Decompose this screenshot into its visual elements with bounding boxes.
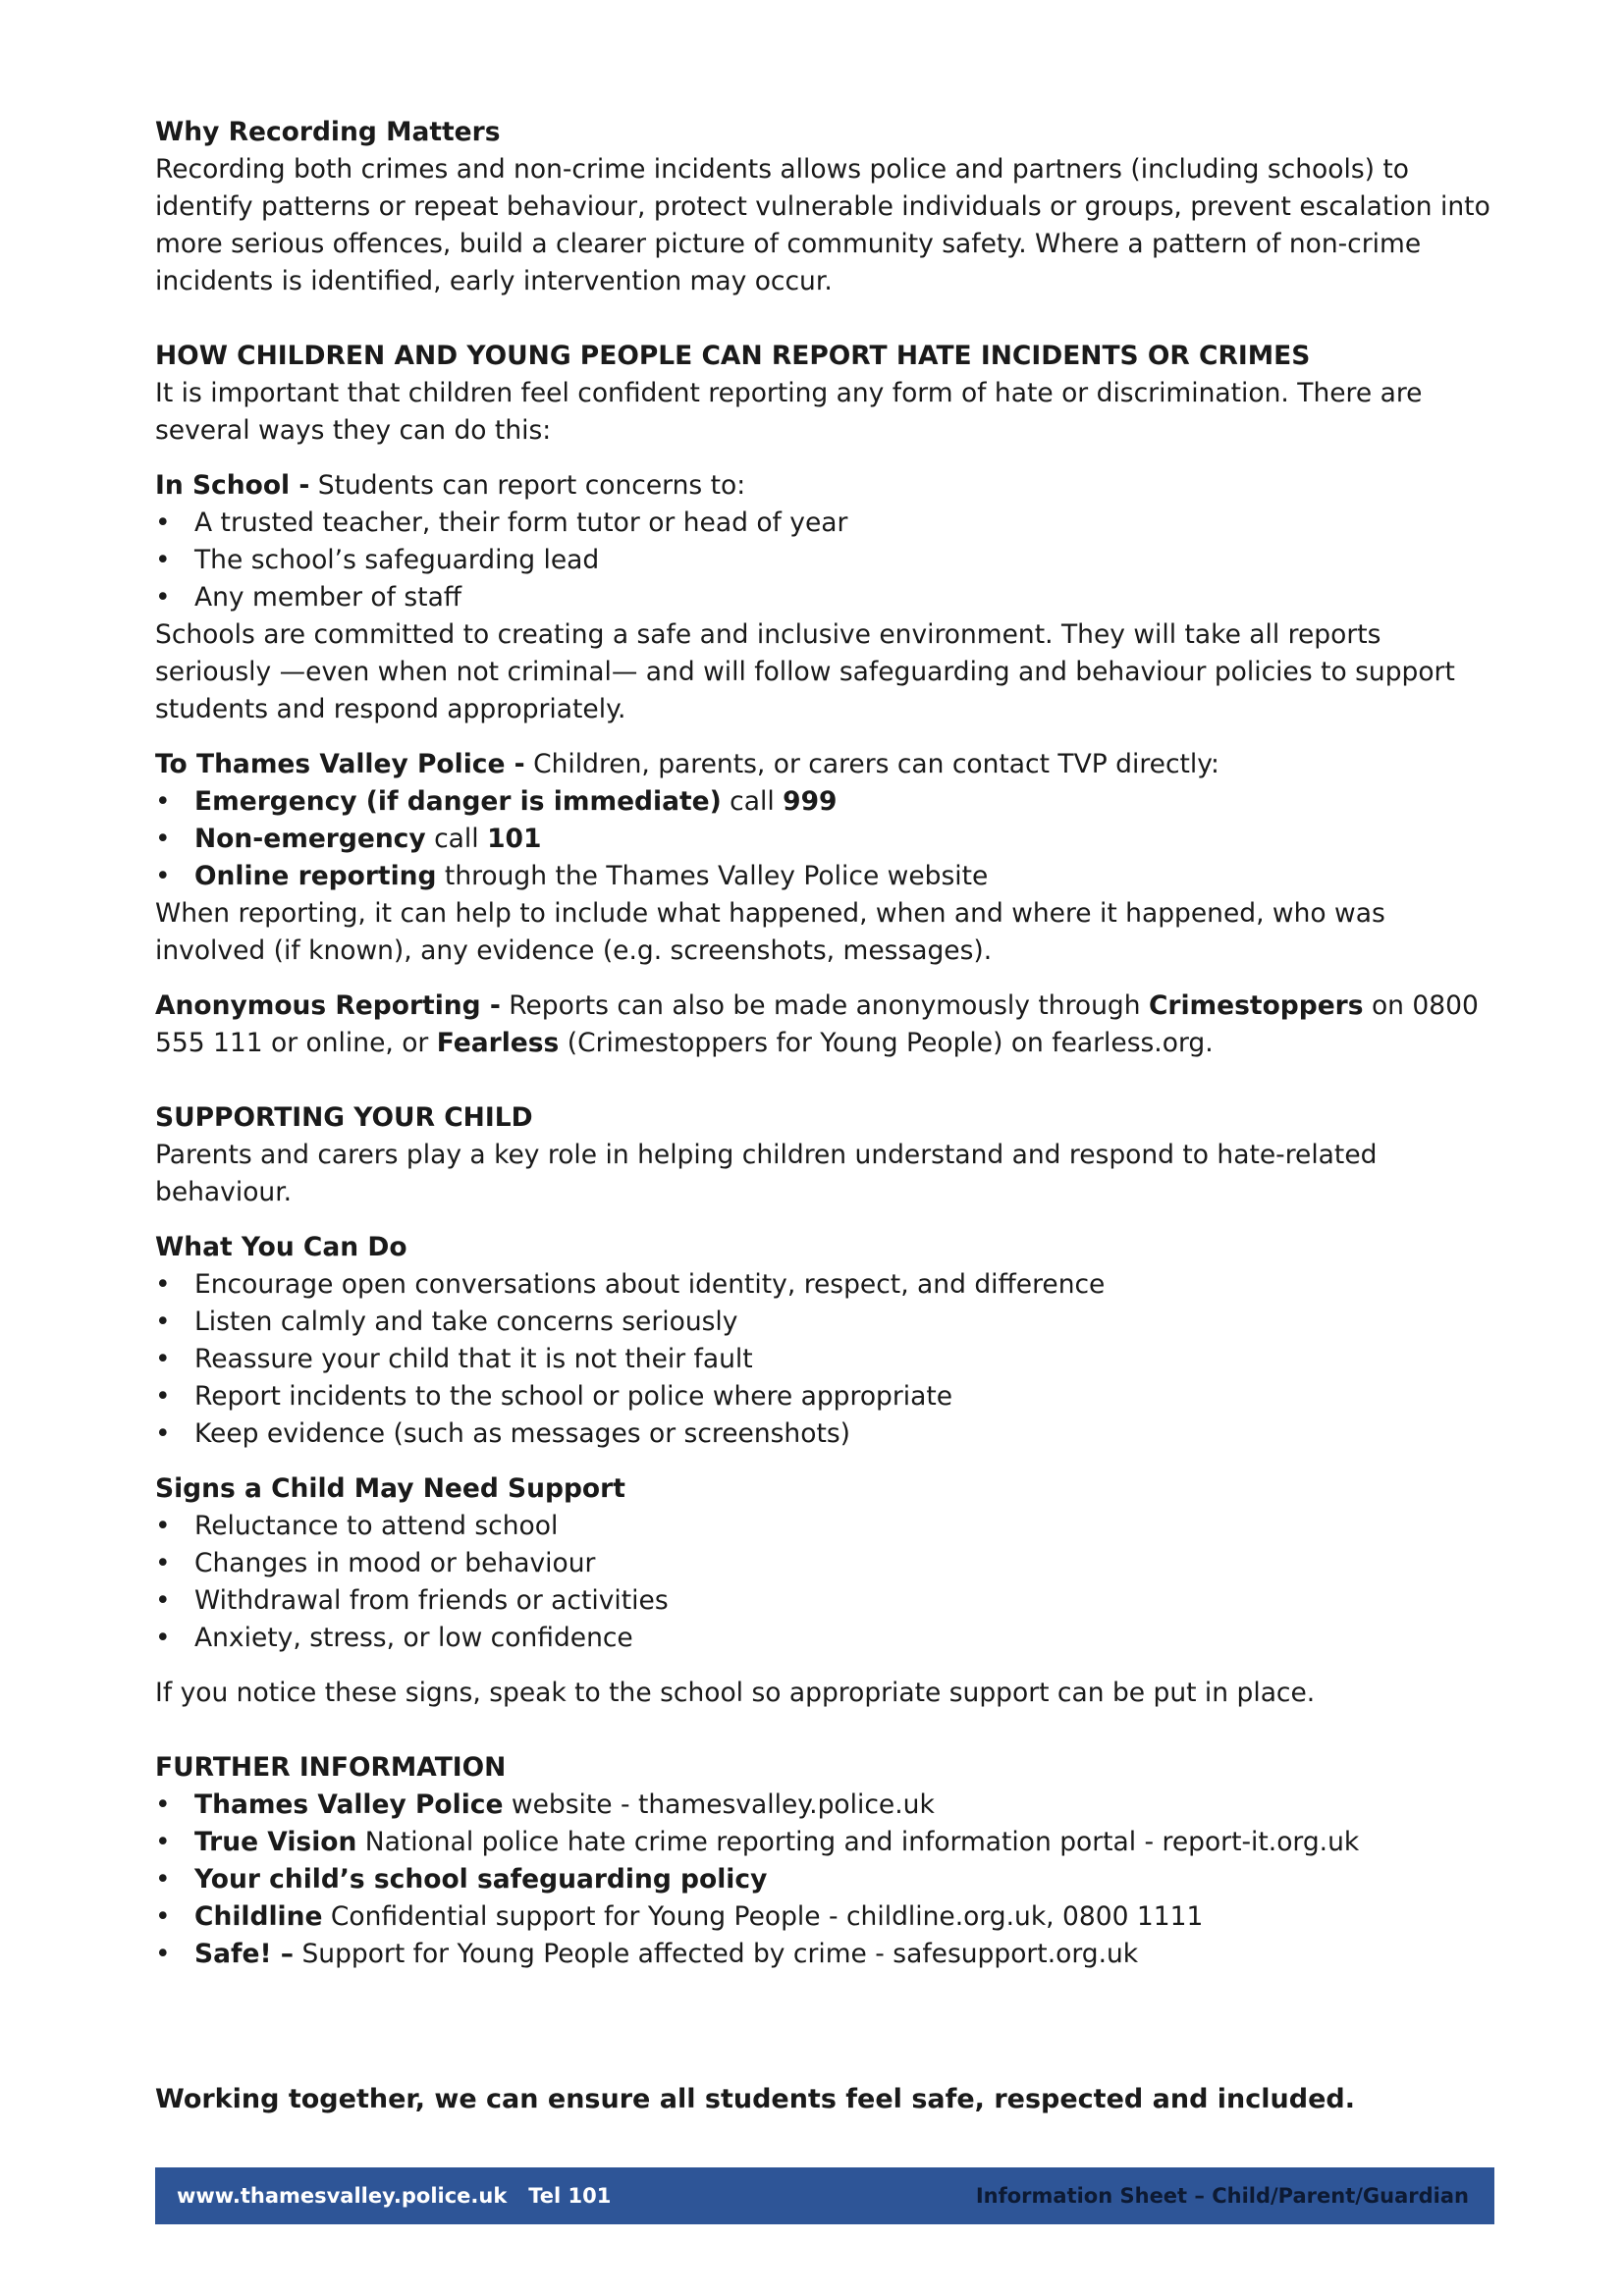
- in-school-label: In School -: [155, 470, 310, 501]
- anonymous-paragraph: [155, 988, 1490, 1062]
- tvp-text: Children, parents, or carers can contact TVP directly:: [524, 749, 1219, 779]
- further-info-list: [155, 1787, 1490, 1973]
- resource-name: Childline: [194, 1901, 323, 1932]
- online-text: through the Thames Valley Police website: [436, 861, 989, 891]
- closing-statement: Working together, we can ensure all students feel safe, respected and included.: [155, 2084, 1355, 2114]
- list-item: [155, 1936, 1490, 1973]
- list-item: [155, 1861, 1490, 1898]
- what-you-can-do-list: [155, 1266, 1490, 1453]
- non-emergency-text: call: [425, 824, 488, 854]
- list-item: • Encourage open conversations about identity, respect, and difference: [155, 1266, 1490, 1304]
- list-item: • Anxiety, stress, or low confidence: [155, 1620, 1490, 1657]
- emergency-label: Emergency (if danger is immediate): [194, 786, 722, 817]
- list-item: • Changes in mood or behaviour: [155, 1545, 1490, 1582]
- why-recording-text: Recording both crimes and non-crime incidents allows police and partners (including schools) to identify patterns or repeat behaviour, protect vulnerable individuals or groups, prevent escalation into more serious offences, build a clearer picture of community safety. Where a pattern of non-crime incidents is identified, early intervention may occur.: [155, 154, 1490, 296]
- what-you-can-do-heading: What You Can Do: [155, 1232, 407, 1262]
- list-item: [155, 1824, 1490, 1861]
- footer-sheet-title: Information Sheet – Child/Parent/Guardian: [975, 2184, 1469, 2208]
- tvp-label: To Thames Valley Police -: [155, 749, 525, 779]
- online-label: Online reporting: [194, 861, 437, 891]
- list-item-non-emergency: [155, 821, 1490, 858]
- resource-detail: website - thamesvalley.police.uk: [503, 1789, 935, 1820]
- resource-detail: Support for Young People affected by crime - safesupport.org.uk: [294, 1939, 1139, 1969]
- list-item: • Listen calmly and take concerns seriously: [155, 1304, 1490, 1341]
- anonymous-text: Reports can also be made anonymously through: [500, 990, 1149, 1021]
- anonymous-label: Anonymous Reporting -: [155, 990, 501, 1021]
- signs-heading: Signs a Child May Need Support: [155, 1473, 625, 1504]
- list-item: • A trusted teacher, their form tutor or head of year: [155, 505, 1490, 542]
- list-item: • Withdrawal from friends or activities: [155, 1582, 1490, 1620]
- how-to-report-intro: It is important that children feel confident reporting any form of hate or discrimination. There are several ways they can do this:: [155, 378, 1423, 446]
- tvp-paragraph: [155, 746, 1490, 783]
- further-info-heading: FURTHER INFORMATION: [155, 1752, 507, 1783]
- list-item: • Report incidents to the school or police where appropriate: [155, 1378, 1490, 1415]
- non-emergency-number: 101: [487, 824, 542, 854]
- list-item-online: [155, 858, 1490, 895]
- emergency-text: call: [721, 786, 784, 817]
- footer-bar: [155, 2167, 1494, 2224]
- in-school-text: Students can report concerns to:: [309, 470, 746, 501]
- resource-name: True Vision: [194, 1827, 357, 1857]
- list-item: • Reassure your child that it is not their fault: [155, 1341, 1490, 1378]
- tvp-contact-list: [155, 783, 1490, 895]
- fearless-name: Fearless: [436, 1028, 560, 1058]
- resource-name: Your child’s school safeguarding policy: [194, 1864, 768, 1895]
- document-body: [155, 114, 1490, 1973]
- resource-detail: National police hate crime reporting and information portal - report-it.org.uk: [356, 1827, 1360, 1857]
- anonymous-text: (Crimestoppers for Young People) on fearless.org.: [559, 1028, 1214, 1058]
- why-recording-heading: Why Recording Matters: [155, 117, 501, 147]
- crimestoppers-name: Crimestoppers: [1148, 990, 1364, 1021]
- emergency-number: 999: [783, 786, 838, 817]
- resource-name: Safe! –: [194, 1939, 295, 1969]
- signs-note: If you notice these signs, speak to the school so appropriate support can be put in place.: [155, 1678, 1316, 1708]
- signs-list: [155, 1508, 1490, 1657]
- list-item: [155, 1787, 1490, 1824]
- in-school-paragraph: [155, 467, 1490, 505]
- in-school-list: [155, 505, 1490, 616]
- how-to-report-heading: HOW CHILDREN AND YOUNG PEOPLE CAN REPORT HATE INCIDENTS OR CRIMES: [155, 341, 1311, 371]
- in-school-note: Schools are committed to creating a safe and inclusive environment. They will take all reports seriously —even when not criminal— and will follow safeguarding and behaviour policies to support students and respond appropriately.: [155, 619, 1455, 724]
- non-emergency-label: Non-emergency: [194, 824, 426, 854]
- anonymous-text: on 0800 555 111 or online, or: [155, 990, 1479, 1058]
- supporting-child-heading: SUPPORTING YOUR CHILD: [155, 1102, 533, 1133]
- tvp-note: When reporting, it can help to include what happened, when and where it happened, who was involved (if known), any evidence (e.g. screenshots, messages).: [155, 898, 1385, 966]
- list-item: • The school’s safeguarding lead: [155, 542, 1490, 579]
- list-item: • Any member of staff: [155, 579, 1490, 616]
- list-item: • Keep evidence (such as messages or screenshots): [155, 1415, 1490, 1453]
- list-item: [155, 1898, 1490, 1936]
- resource-detail: Confidential support for Young People - childline.org.uk, 0800 1111: [322, 1901, 1204, 1932]
- supporting-child-intro: Parents and carers play a key role in helping children understand and respond to hate-related behaviour.: [155, 1140, 1378, 1207]
- resource-name: Thames Valley Police: [194, 1789, 504, 1820]
- list-item-emergency: [155, 783, 1490, 821]
- footer-website: www.thamesvalley.police.uk Tel 101: [177, 2184, 612, 2208]
- list-item: • Reluctance to attend school: [155, 1508, 1490, 1545]
